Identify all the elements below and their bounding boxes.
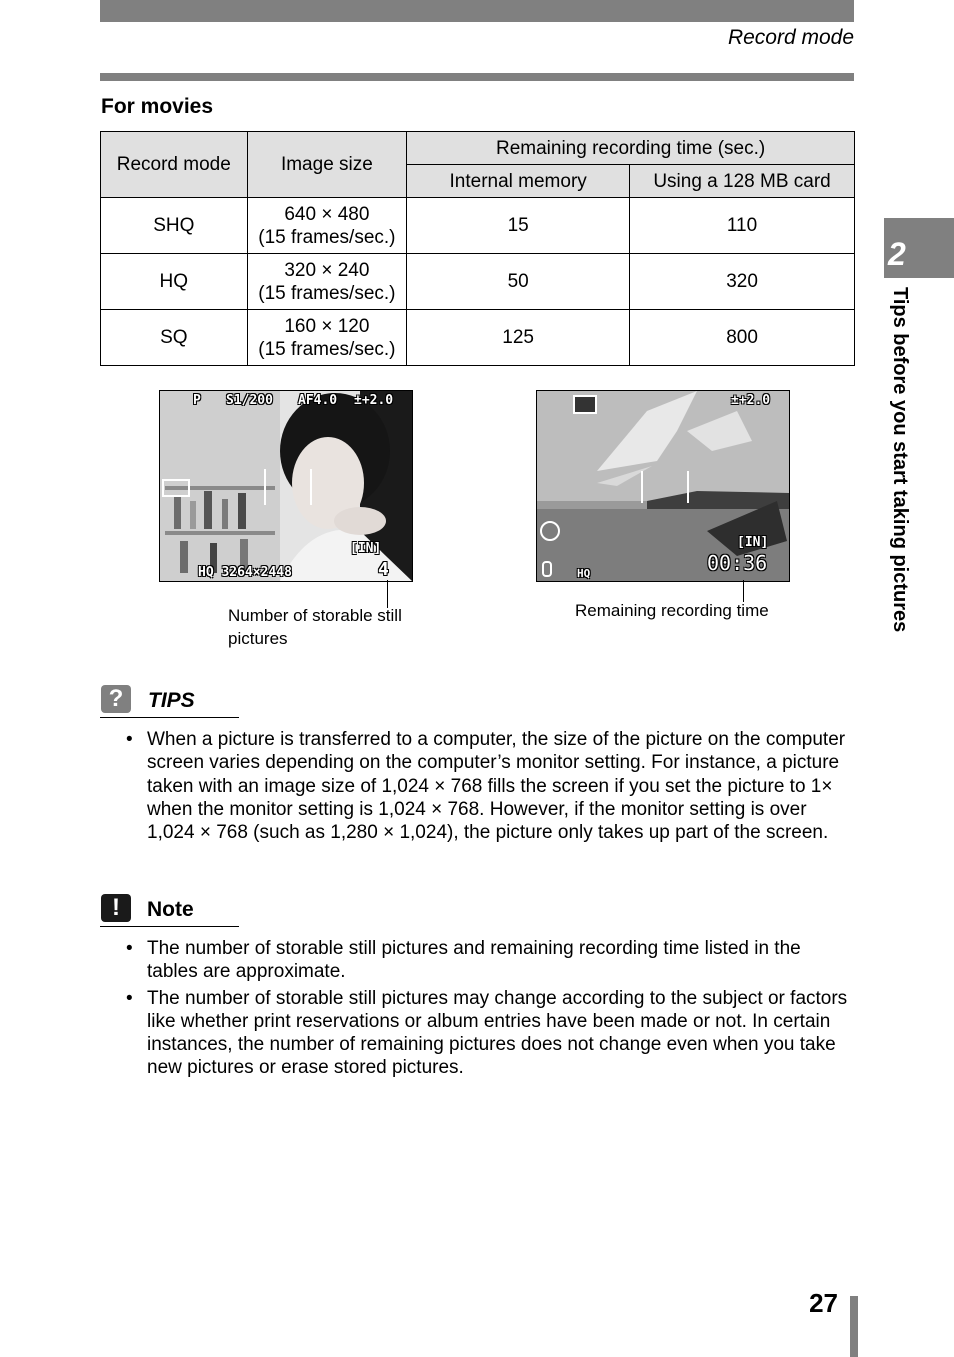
shutter-value: 1/200 — [233, 393, 273, 408]
caption-line: Number of storable still — [228, 606, 402, 625]
battery-icon — [162, 479, 190, 497]
header-remaining-time: Remaining recording time (sec.) — [407, 132, 855, 165]
tips-underline — [100, 717, 239, 718]
movie-recording-table — [100, 131, 855, 366]
still-mode-screen — [159, 390, 413, 582]
table-row — [101, 254, 855, 310]
cell-internal: 50 — [407, 254, 630, 310]
cell-size — [247, 310, 407, 366]
aperture: AF4.0 — [298, 393, 338, 408]
question-icon: ? — [101, 685, 131, 713]
note-list — [126, 937, 856, 1083]
af-target-mark — [641, 471, 689, 503]
chapter-number: 2 — [888, 236, 906, 272]
memory-indicator: [IN] — [737, 535, 769, 550]
cell-card: 110 — [630, 198, 855, 254]
chapter-title: Tips before you start taking pictures — [889, 287, 911, 633]
movie-mode-screen — [536, 390, 790, 582]
exclamation-icon: ! — [101, 894, 131, 922]
note-heading: Note — [147, 898, 194, 921]
image-quality: HQ — [577, 567, 591, 580]
size-value: 640 × 480 — [284, 203, 370, 225]
size-value: 160 × 120 — [284, 315, 370, 337]
microphone-icon — [542, 561, 552, 577]
note-underline — [100, 926, 239, 927]
header-image-size: Image size — [247, 132, 407, 198]
fps-value: (15 frames/sec.) — [258, 226, 396, 248]
list-item: • When a picture is transferred to a computer, the size of the picture on the computer screen varies depending on the computer’s monitor setting. For instance, a picture taken with an image size of 1,024 × 768 fills the screen if you set the picture to 1× when the monitor setting is 1,024 × 768. However, if the monitor setting is over 1,024 × 768 (such as 1,280 × 1,024), the picture only takes up part of the screen. — [126, 728, 856, 844]
mode-indicator: P — [193, 393, 201, 408]
shutter-speed: S1/200 — [226, 393, 273, 408]
cell-internal: 125 — [407, 310, 630, 366]
page-number-bar — [850, 1296, 858, 1357]
cell-mode: SHQ — [101, 198, 248, 254]
header-title: Record mode — [727, 26, 854, 49]
caption-storable-pictures — [228, 604, 402, 650]
caption-line: pictures — [228, 629, 288, 648]
fps-value: (15 frames/sec.) — [258, 338, 396, 360]
table-row — [101, 310, 855, 366]
af-target-mark — [264, 469, 312, 505]
tips-list — [126, 728, 856, 847]
remaining-time: 00:36 — [707, 551, 768, 575]
caption-remaining-time: Remaining recording time — [575, 601, 769, 620]
cell-mode: SQ — [101, 310, 248, 366]
memory-indicator: [IN] — [350, 541, 382, 556]
list-item: • The number of storable still pictures may change according to the subject or factors like whether print reservations or album entries have been made or not. In certain instances, the number of remaining pictures does not change even when you take new pictures or erase stored pictures. — [126, 987, 856, 1080]
exposure-value: +2.0 — [738, 393, 771, 408]
header-card: Using a 128 MB card — [630, 165, 855, 198]
exposure-compensation: ±+2.0 — [731, 393, 771, 408]
size-value: 320 × 240 — [284, 259, 370, 281]
cell-mode: HQ — [101, 254, 248, 310]
header-rule — [100, 73, 854, 81]
cell-card: 800 — [630, 310, 855, 366]
cell-size — [247, 254, 407, 310]
storable-count: 4 — [378, 559, 389, 580]
cell-internal: 15 — [407, 198, 630, 254]
cell-size — [247, 198, 407, 254]
section-heading: For movies — [101, 95, 214, 118]
exposure-compensation: ±+2.0 — [354, 393, 394, 408]
cell-card: 320 — [630, 254, 855, 310]
image-quality: HQ 3264×2448 — [198, 565, 292, 580]
fps-value: (15 frames/sec.) — [258, 282, 396, 304]
movie-camera-icon — [573, 395, 597, 414]
list-item: • The number of storable still pictures and remaining recording time listed in the tables are approximate. — [126, 937, 856, 984]
header-bar — [100, 0, 854, 22]
table-row — [101, 198, 855, 254]
header-internal-memory: Internal memory — [407, 165, 630, 198]
exposure-value: +2.0 — [361, 393, 394, 408]
flash-off-icon — [540, 521, 560, 541]
header-record-mode: Record mode — [101, 132, 248, 198]
page-number: 27 — [809, 1288, 838, 1318]
tips-heading: TIPS — [148, 689, 195, 712]
aperture-value: F4.0 — [305, 393, 338, 408]
